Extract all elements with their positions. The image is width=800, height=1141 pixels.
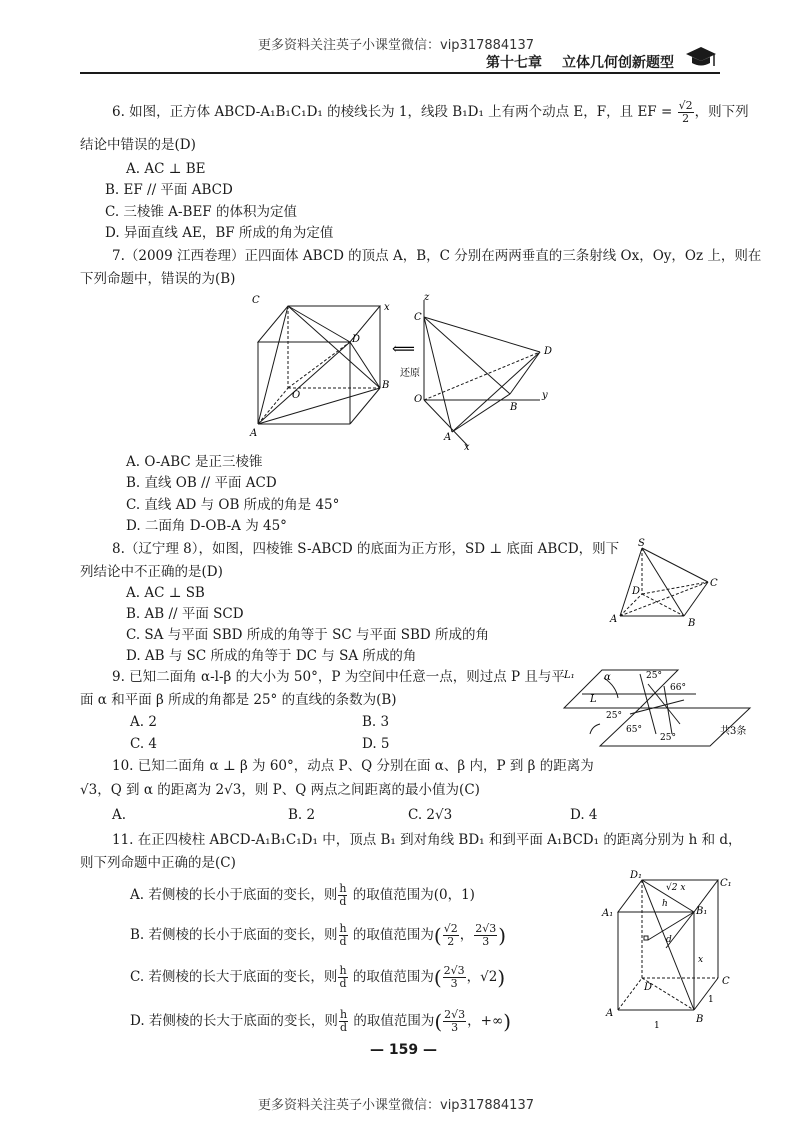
q9-l: L: [590, 694, 597, 705]
q11-a-num: h: [339, 882, 347, 895]
q8-figure: [604, 536, 724, 632]
q8-c: C: [710, 578, 718, 589]
q11-fig-one-b: 1: [654, 1021, 660, 1031]
q11-b-frac: [339, 923, 348, 948]
q11-c-den: d: [339, 977, 347, 990]
q11-d-lden: 3: [451, 1021, 459, 1034]
q6-opt-b: B. EF // 平面 ABCD: [105, 182, 233, 198]
q11-d-lnum: 2√3: [444, 1008, 466, 1021]
q9-alpha: α: [604, 672, 611, 683]
q11-b-lfrac: [443, 923, 459, 948]
q6-opt-a: A. AC ⊥ BE: [126, 161, 206, 177]
q10-line1: 10. 已知二面角 α ⊥ β 为 60°，动点 P、Q 分别在面 α、β 内，P 到 β 的距离为: [112, 758, 594, 774]
q11-fig-d: d: [666, 935, 672, 945]
q11-fig-one-a: 1: [708, 995, 714, 1005]
q9-figure: [560, 664, 760, 750]
q7-left-b: B: [382, 380, 390, 391]
q6-line2: 结论中错误的是(D): [80, 137, 196, 153]
q11-d-lfrac: [443, 1009, 466, 1034]
q11-d-r: +∞: [480, 1013, 504, 1029]
q11-fig-b: B: [696, 1014, 704, 1025]
q8-opt-b: B. AB // 平面 SCD: [126, 606, 244, 622]
q11-fig-a: A: [606, 1008, 614, 1019]
q9-a66: 66°: [670, 683, 686, 693]
q11-c-lden: 3: [450, 977, 458, 990]
q9-line2: 面 α 和平面 β 所成的角都是 25° 的直线的条数为(B): [80, 692, 397, 708]
q11-b-rden: 3: [482, 935, 490, 948]
q7-right-a: A: [444, 432, 452, 443]
q11-d-rparen: ): [503, 1009, 512, 1034]
page-number: — 159 —: [370, 1042, 437, 1058]
q11-c-prefix: C. 若侧棱的长大于底面的变长，则: [130, 969, 338, 985]
q11-a-prefix: A. 若侧棱的长小于底面的变长，则: [130, 887, 338, 903]
watermark-top: 更多资料关注英子小课堂微信：vip317884137: [258, 38, 534, 53]
q11-b-lnum: √2: [443, 922, 458, 935]
q11-a-mid: 的取值范围为: [352, 887, 434, 903]
q6-frac-num: √2: [678, 99, 693, 112]
q11-fig-x: x: [698, 955, 704, 965]
q11-c-r: √2: [480, 969, 498, 985]
q11-c-lparen: (: [433, 965, 442, 990]
q8-opt-c: C. SA 与平面 SBD 所成的角等于 SC 与平面 SBD 所成的角: [126, 627, 490, 643]
watermark-bottom: 更多资料关注英子小课堂微信：vip317884137: [258, 1098, 534, 1113]
q9-opt-a: A. 2: [130, 714, 157, 730]
q8-s: S: [638, 538, 645, 549]
q11-c-num: h: [339, 964, 347, 977]
q10-opt-b: B. 2: [288, 807, 316, 823]
q11-d-mid: 的取值范围为: [353, 1013, 435, 1029]
q7-right-c: C: [414, 312, 422, 323]
q11-d-den: d: [339, 1021, 347, 1034]
q9-c25: 25°: [660, 733, 676, 743]
q8-b: B: [688, 618, 696, 629]
q7-left-o: O: [292, 390, 301, 401]
q7-opt-b: B. 直线 OB // 平面 ACD: [126, 475, 277, 491]
q11-fig-c: C: [722, 976, 730, 987]
q11-fig-d1: D₁: [630, 870, 643, 881]
q11-b-lparen: (: [433, 923, 442, 948]
q8-line2: 列结论中不正确的是(D): [80, 564, 223, 580]
q7-right-o: O: [414, 394, 423, 405]
q9-b25: 25°: [606, 711, 622, 721]
q7-opt-d: D. 二面角 D-OB-A 为 45°: [126, 518, 287, 534]
q9-a25: 25°: [646, 671, 662, 681]
q7-arrow: ⟸: [392, 339, 415, 358]
q11-b-rnum: 2√3: [475, 922, 497, 935]
q9-line1: 9. 已知二面角 α-l-β 的大小为 50°，P 为空间中任意一点，则过点 P 且与平: [112, 669, 565, 685]
q6-fraction: [678, 100, 694, 125]
q7-left-c: C: [252, 295, 260, 306]
q11-a-den: d: [339, 895, 347, 908]
q11-opt-a: [130, 880, 475, 910]
q9-opt-b: B. 3: [362, 714, 390, 730]
q9-l1: L₁: [564, 670, 575, 681]
q11-opt-d: D. 若侧棱的长大于底面的变长，则 $\frac{h}{d}$ 的取值范围为( $\frac{2√3}{3}$ ，+∞): [130, 1008, 512, 1034]
q7-right-x: x: [464, 442, 470, 452]
q11-c-rparen: ): [497, 965, 506, 990]
q7-right-d: D: [544, 346, 553, 357]
q6-frac-den: 2: [682, 112, 690, 125]
q9-opt-c: C. 4: [130, 736, 158, 752]
chapter-label: 第十七章: [486, 55, 542, 71]
q8-line1: 8.（辽宁理 8），如图，四棱锥 S-ABCD 的底面为正方形，SD ⊥ 底面 ABCD，则下: [112, 541, 620, 557]
q11-b-den: d: [339, 935, 347, 948]
q6-text: 6. 如图，正方体 ABCD-A₁B₁C₁D₁ 的棱线长为 1，线段 B₁D₁ 上有两个动点 E，F，且 EF =: [112, 104, 673, 120]
q11-c-frac: [338, 965, 347, 990]
q10-opt-c: C. 2√3: [408, 807, 453, 823]
q7-right-y: y: [542, 390, 548, 401]
q10-line2: √3，Q 到 α 的距离为 2√3，则 P、Q 两点之间距离的最小值为(C): [80, 782, 480, 798]
q11-b-prefix: B. 若侧棱的长小于底面的变长，则: [130, 927, 338, 943]
q11-opt-c: C. 若侧棱的长大于底面的变长，则 $\frac{h}{d}$ 的取值范围为( $\frac{2√3}{3}$ ，√2): [130, 964, 506, 990]
q7-left-x: x: [384, 302, 390, 313]
q11-fig-sqrt2x: √2 x: [666, 883, 686, 893]
q11-fig-h: h: [662, 899, 668, 909]
q11-d-num: h: [339, 1008, 348, 1021]
q6-opt-d: D. 异面直线 AE，BF 所成的角为定值: [105, 225, 334, 241]
q9-opt-d: D. 5: [362, 736, 390, 752]
q7-left-d: D: [352, 334, 361, 345]
q7-right-z: z: [424, 292, 430, 303]
q11-c-lfrac: [443, 965, 466, 990]
q11-b-rparen: ): [498, 923, 507, 948]
q7-figure: [240, 292, 570, 452]
q6-tail: ，则下列: [694, 104, 749, 120]
q8-opt-a: A. AC ⊥ SB: [126, 585, 205, 601]
q11-fig-b1: B₁: [696, 906, 708, 917]
q7-opt-c: C. 直线 AD 与 OB 所成的角是 45°: [126, 497, 340, 513]
q7-restore-label: 还原: [400, 368, 420, 379]
q11-b-rfrac: [474, 923, 497, 948]
q10-opt-d: D. 4: [570, 807, 598, 823]
q7-opt-a: A. O-ABC 是正三棱锥: [126, 454, 263, 470]
q11-b-num: h: [339, 922, 347, 935]
q10-opt-a: A.: [112, 807, 127, 823]
q11-b-mid: 的取值范围为: [352, 927, 434, 943]
q6-line1: [112, 100, 749, 125]
graduation-cap-icon: [684, 44, 718, 70]
q11-line2: 则下列命题中正确的是(C): [80, 855, 236, 871]
q8-opt-d: D. AB 与 SC 所成的角等于 DC 与 SA 所成的角: [126, 648, 417, 664]
q11-fig-dd: D: [644, 982, 653, 993]
q9-total: 共3条: [720, 726, 747, 737]
q11-d-frac: [339, 1009, 348, 1034]
q11-d-lparen: (: [434, 1009, 443, 1034]
header-rule: [80, 72, 720, 74]
q11-b-lden: 2: [447, 935, 455, 948]
q11-line1: 11. 在正四棱柱 ABCD-A₁B₁C₁D₁ 中，顶点 B₁ 到对角线 BD₁ 和到平面 A₁BCD₁ 的距离分别为 h 和 d，: [112, 832, 742, 848]
q11-a-range: (0，1): [433, 887, 475, 903]
q7-line2: 下列命题中，错误的为(B): [80, 271, 236, 287]
q11-c-lnum: 2√3: [443, 964, 465, 977]
q11-figure: [600, 866, 740, 1032]
q7-right-b: B: [510, 402, 518, 413]
q8-a: A: [610, 614, 618, 625]
q7-left-a: A: [250, 428, 258, 439]
chapter-title: 立体几何创新题型: [562, 55, 674, 71]
q11-a-frac: [338, 883, 347, 908]
q11-fig-a1: A₁: [602, 908, 614, 919]
q9-a65: 65°: [626, 725, 642, 735]
q8-d: D: [632, 586, 641, 597]
q11-fig-c1: C₁: [720, 878, 732, 889]
q7-line1: 7.（2009 江西卷理）正四面体 ABCD 的顶点 A，B，C 分别在两两垂直的三条射线 Ox，Oy，Oz 上，则在: [112, 248, 762, 264]
q11-c-mid: 的取值范围为: [352, 969, 434, 985]
q11-d-prefix: D. 若侧棱的长大于底面的变长，则: [130, 1013, 338, 1029]
q11-opt-b: B. 若侧棱的长小于底面的变长，则 $\frac{h}{d}$ 的取值范围为( $\frac{√2}{2}$ ， $\frac{2√3}{3}$ ): [130, 922, 507, 948]
q6-opt-c: C. 三棱锥 A-BEF 的体积为定值: [105, 204, 297, 220]
